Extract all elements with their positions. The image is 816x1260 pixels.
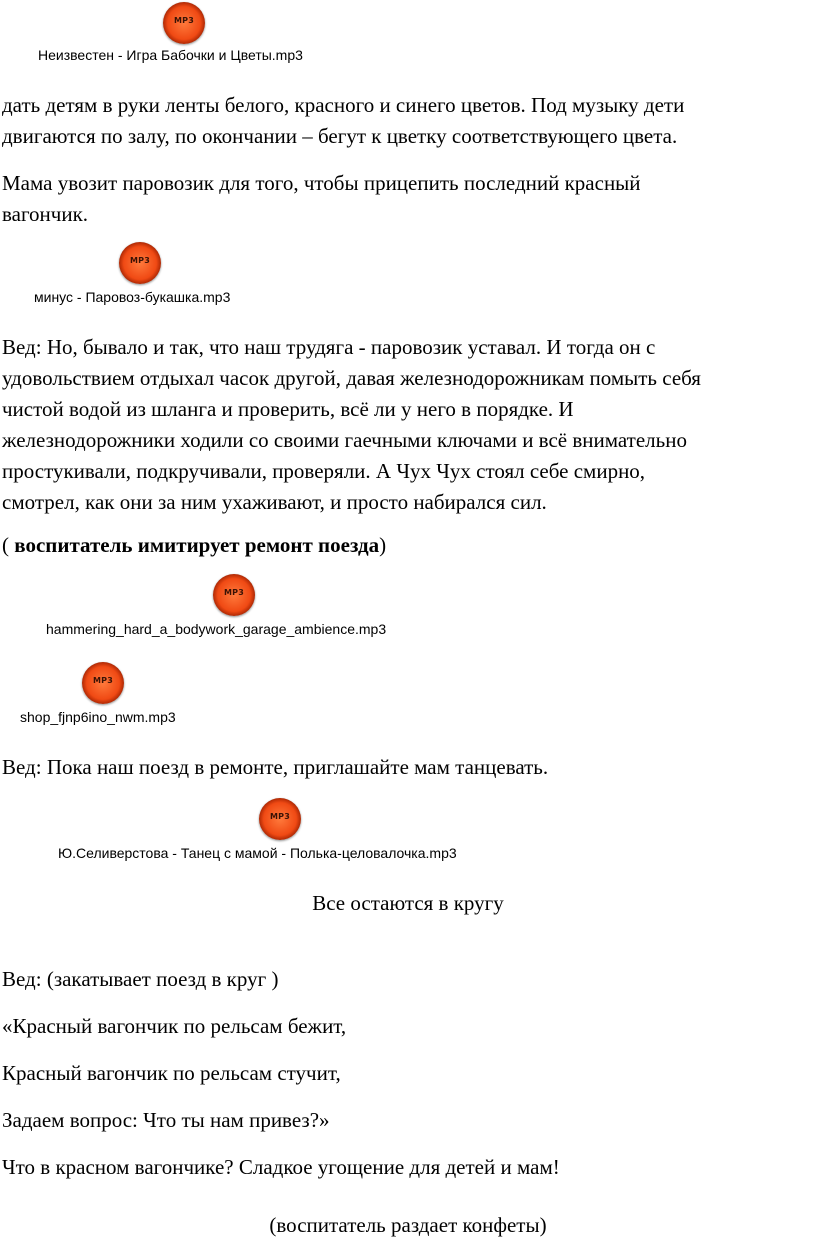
audio-file-shop[interactable]: shop_fjnp6ino_nwm.mp3 [20,709,176,725]
centered-note: Все остаются в кругу [312,891,504,915]
mp3-icon[interactable] [82,662,124,704]
mp3-icon-label: MP3 [174,16,194,25]
paragraph-line: Вед: Пока наш поезд в ремонте, приглашайте мам танцевать. [2,755,549,779]
paragraph-line: двигаются по залу, по окончании – бегут к цветку соответствующего цвета. [2,124,678,148]
paren-open: ( [2,533,15,557]
centered-note: (воспитатель раздает конфеты) [269,1213,547,1237]
paragraph-line: чистой водой из шланга и проверить, всё ли у него в порядке. И [2,397,574,421]
verse-line: Красный вагончик по рельсам стучит, [2,1061,341,1085]
mp3-icon-label: MP3 [224,588,244,597]
stage-direction [2,530,386,561]
mp3-icon[interactable] [119,242,161,284]
audio-file-polka[interactable]: Ю.Селиверстова - Танец с мамой - Полька-целовалочка.mp3 [58,845,457,861]
verse-line: «Красный вагончик по рельсам бежит, [2,1014,347,1038]
mp3-icon-label: MP3 [93,676,113,685]
mp3-icon[interactable] [259,798,301,840]
paragraph-line: Вед: (закатывает поезд в круг ) [2,967,279,991]
paragraph-line: вагончик. [2,202,89,226]
paren-close: ) [379,533,387,557]
audio-file-butterflies[interactable]: Неизвестен - Игра Бабочки и Цветы.mp3 [38,47,303,63]
paragraph-line: удовольствием отдыхал часок другой, давая железнодорожникам помыть себя [2,366,701,390]
mp3-icon[interactable] [213,574,255,616]
stage-direction-bold: воспитатель имитирует ремонт поезда [14,533,380,557]
paragraph-line: Мама увозит паровозик для того, чтобы прицепить последний красный [2,171,641,195]
mp3-icon-label: MP3 [270,812,290,821]
paragraph-line: Что в красном вагончике? Сладкое угощение для детей и мам! [2,1155,560,1179]
mp3-icon-label: MP3 [130,256,150,265]
audio-file-hammering[interactable]: hammering_hard_a_bodywork_garage_ambience.mp3 [46,621,387,637]
paragraph-line: смотрел, как они за ним ухаживают, и просто набирался сил. [2,490,547,514]
audio-file-train-minus[interactable]: минус - Паровоз-букашка.mp3 [34,289,231,305]
paragraph-line: дать детям в руки ленты белого, красного и синего цветов. Под музыку дети [2,93,685,117]
paragraph-line: Вед: Но, бывало и так, что наш трудяга - паровозик уставал. И тогда он с [2,335,656,359]
paragraph-line: простукивали, подкручивали, проверяли. А Чух Чух стоял себе смирно, [2,459,646,483]
mp3-icon[interactable] [163,2,205,44]
verse-line: Задаем вопрос: Что ты нам привез?» [2,1108,330,1132]
paragraph-line: железнодорожники ходили со своими гаечными ключами и всё внимательно [2,428,687,452]
